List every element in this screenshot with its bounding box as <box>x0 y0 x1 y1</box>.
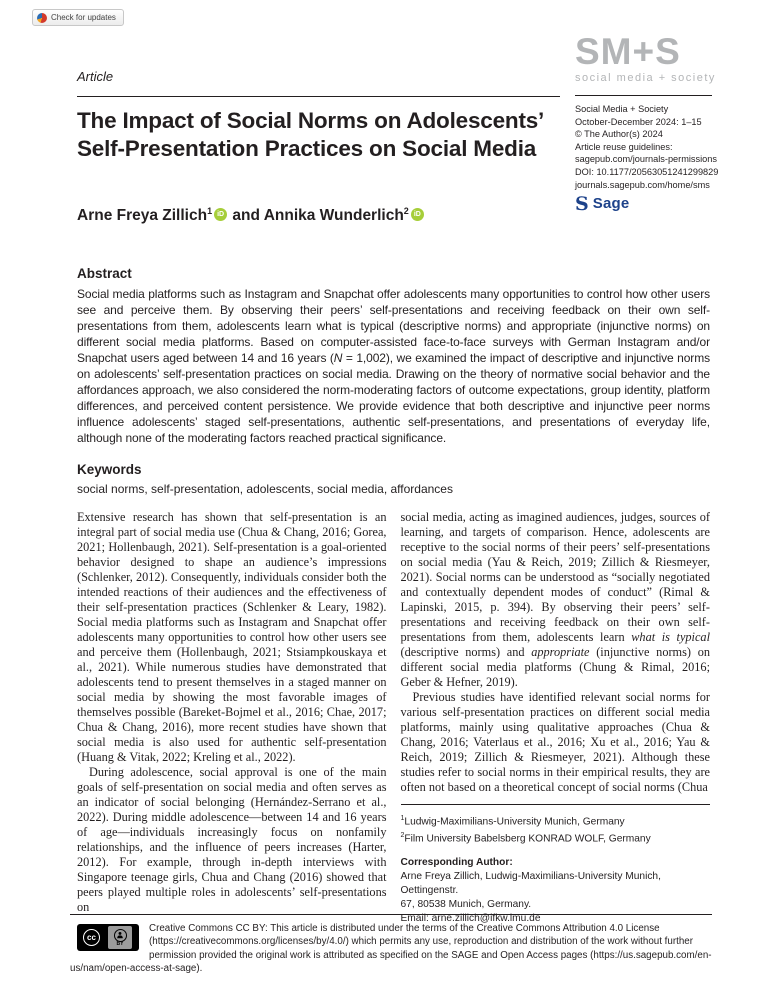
corresponding-author-line-1: Arne Freya Zillich, Ludwig-Maximilians-University Munich, Oettingenstr. <box>400 871 661 896</box>
sage-logo <box>575 193 745 216</box>
body-column-right <box>401 510 711 925</box>
page-title <box>77 107 572 163</box>
affiliation-2-text: Film University Babelsberg KONRAD WOLF, Germany <box>404 833 651 845</box>
abstract-section <box>77 266 710 496</box>
authors-line <box>77 206 425 225</box>
issue-info: October-December 2024: 1–15 <box>575 116 702 127</box>
orcid-icon[interactable]: iD <box>411 208 424 221</box>
body-paragraph: Previous studies have identified relevant social norms for various self-presentation practices on different social media platforms, mainly using qualitative approaches (Chua & Chang, 2016; Vaterlaus et al., 2016; Xu et al., 2016; Yau & Reich, 2019; Zillich & Riesmeyer, 2021). Although these studies refer to social norms in their empirical results, they are often not based on a theoretical concept of social norms (Chua <box>400 690 710 794</box>
permissions-link[interactable]: sagepub.com/journals-permissions <box>575 154 717 165</box>
article-type-label: Article <box>77 69 114 84</box>
crossmark-icon <box>37 13 47 23</box>
italic-term: appropriate <box>531 645 590 659</box>
keywords-heading: Keywords <box>77 462 142 477</box>
cc-by-badge <box>77 924 139 951</box>
check-for-updates-button[interactable] <box>32 9 124 26</box>
body-paragraph: Extensive research has shown that self-presentation is an integral part of social media use (Chua & Chang, 2016; Gorea, 2021; Hollenbaugh, 2021). Self-presentation is a goal-oriented behavior designed to shape an audience’s impressions (Schlenker, 2012). Consequently, individuals consider both the intended reactions of their audiences and the effectiveness of their self-presentation practices (Schlenker & Leary, 1982). Social media platforms such as Instagram and Snapchat offer adolescents many opportunities to control how other users see and perceive them (Hollenbaugh, 2021; Stsiampkouskaya et al., 2021). While numerous studies have demonstrated that adolescents tend to present themselves in a staged manner on social media by showing the most favorable images of themselves possible (Bareket-Bojmel et al., 2016; Chae, 2017; Chua & Chang, 2016), more recent studies have shown that social media is also used for authentic self-presentation (Huang & Vitak, 2022; Kreling et al., 2022). <box>77 510 387 764</box>
affiliation-1-sup: 1 <box>400 815 405 822</box>
body-paragraph: During adolescence, social approval is one of the main goals of self-presentation on social media and often serves as an indicator of social belonging (Hernández-Serrano et al., 2022). During middle adolescence—between 14 and 16 years of age—individuals increasingly focus on nonfamily relationships, and the influence of peers increases (Harter, 2012). For example, through in-depth interviews with Singapore teenage girls, Chua and Chang (2016) showed that peers played multiple roles in adolescents’ self-presentations on <box>77 765 387 914</box>
affiliation-2-sup: 2 <box>400 832 405 840</box>
corresponding-author-line-2: 67, 80538 Munich, Germany. <box>400 898 532 910</box>
title-line-1: The Impact of Social Norms on Adolescents’ <box>77 108 545 133</box>
journal-name: Social Media + Society <box>575 104 669 114</box>
journal-logo-subtitle: social media + society <box>575 72 716 84</box>
affiliation-1 <box>401 812 711 829</box>
journal-logo <box>575 33 716 84</box>
copyright: © The Author(s) 2024 <box>575 129 663 140</box>
reuse-guidelines-label: Article reuse guidelines: <box>575 141 673 152</box>
affiliation-2 <box>401 829 711 846</box>
author-1-affiliation-sup: 1 <box>207 206 213 216</box>
keywords-text: social norms, self-presentation, adolescents, social media, affordances <box>77 482 453 496</box>
cc-icon: cc <box>83 929 100 946</box>
journal-home-link[interactable]: journals.sagepub.com/home/sms <box>575 179 710 190</box>
affiliation-1-text: Ludwig-Maximilians-University Munich, Germany <box>404 816 625 828</box>
abstract-part-1: Social media platforms such as Instagram and Snapchat offer adolescents many opportunities to control how other users see and perceive them. By observing their peers’ self-presentations and receiving feedback on their own self-presentations from them, adolescents learn what is typical (descriptive norms) and appropriate (injunctive norms) on different social media platforms. Based on computer-assisted face-to-face surveys with German Instagram and/or Snapchat users aged between 14 and 16 years ( <box>77 287 710 365</box>
by-label: BY <box>116 940 124 947</box>
cc-by-cell <box>108 926 132 949</box>
license-section <box>70 914 712 976</box>
corresponding-author-email[interactable]: Email: arne.zillich@ifkw.lmu.de <box>400 912 541 924</box>
header-rule-left <box>77 96 560 97</box>
authors-joiner: and <box>228 207 264 225</box>
journal-info-block <box>575 103 745 216</box>
check-for-updates-label: Check for updates <box>51 13 116 22</box>
body-column-left <box>77 510 387 925</box>
sage-logo-s: S <box>575 193 589 216</box>
body-text: (descriptive norms) and <box>400 645 532 659</box>
license-text: Creative Commons CC BY: This article is distributed under the terms of the Creative Commons Attribution 4.0 License (https://creativecommons.org/licenses/by/4.0/) which permits any use, reproduction and distribution of the work without further permission provided the original work is attributed as specified on the SAGE and Open Access pages (https://us.sagepub.com/en-us/nam/open-access-at-sage). <box>70 923 712 975</box>
footnotes-block <box>401 804 711 925</box>
person-icon <box>114 929 127 942</box>
body-text: (injunctive norms) on different social media platforms (Chung & Rimal, 2016; Geber & Hefner, 2019). <box>400 645 710 689</box>
doi-link[interactable]: DOI: 10.1177/20563051241299829 <box>575 166 719 177</box>
italic-term: what is typical <box>631 630 711 644</box>
orcid-icon[interactable]: iD <box>214 208 227 221</box>
abstract-text <box>77 286 710 446</box>
abstract-heading: Abstract <box>77 266 132 281</box>
author-2-name: Annika Wunderlich <box>263 207 404 225</box>
author-2-affiliation-sup: 2 <box>403 206 409 216</box>
title-line-2: Self-Presentation Practices on Social Media <box>77 136 537 161</box>
journal-logo-acronym: SM+S <box>575 31 681 72</box>
corresponding-author-heading: Corresponding Author: <box>400 857 513 869</box>
body-text: social media, acting as imagined audiences, judges, sources of learning, and targets of comparison. Hence, adolescents are receptive to the social norms of their peers’ self-presentations on social media (Yau & Reich, 2019; Zillich & Riesmeyer, 2021). Social norms can be understood as “socially negotiated and contextually dependent modes of conduct” (Rimal & Lapinski, 2015, p. 394). By observing their peers’ self-presentations and receiving feedback on their own self-presentations from them, adolescents learn <box>400 510 710 644</box>
abstract-n-italic: N <box>333 351 343 365</box>
abstract-part-2: = 1,002), we examined the impact of descriptive and injunctive norms on adolescents’ self-presentation practices on social media. Drawing on the theory of normative social behavior and the affordances approach, we also considered the norm-moderating factors of outcome expectations, group identity, platform differences, and perceived content persistence. We provide evidence that both descriptive and injunctive peer norms influence adolescents’ staged self-presentations, authentic self-presentations, and presentations of everyday life, although none of the moderating factors reached practical significance. <box>77 351 710 445</box>
header-rule-right <box>575 95 712 96</box>
author-1-name: Arne Freya Zillich <box>77 207 208 225</box>
keywords-section <box>77 462 710 496</box>
body-columns <box>77 510 710 925</box>
body-paragraph <box>401 510 711 690</box>
sage-logo-word: Sage <box>592 195 630 213</box>
